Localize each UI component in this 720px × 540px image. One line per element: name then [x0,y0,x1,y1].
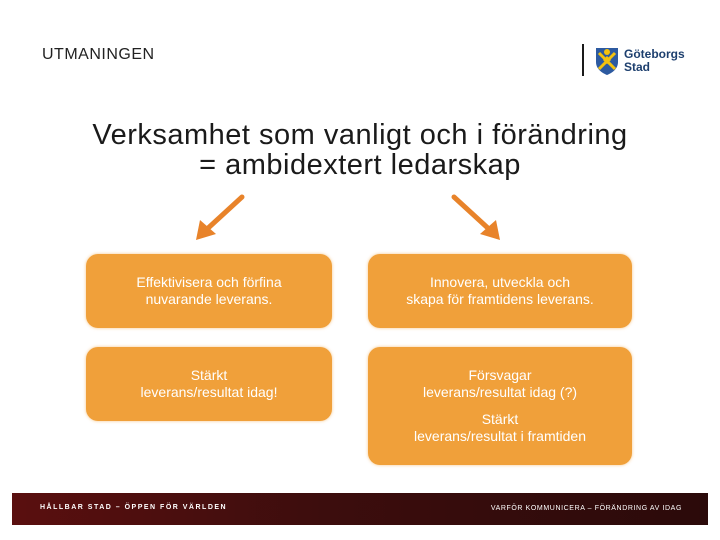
box-efficiency-line2: nuvarande leverans. [145,291,273,307]
logo-text-line1: Göteborgs [624,47,685,61]
footer-bar [12,493,708,525]
arrow-down-left-icon [190,190,250,245]
box-innovation-line1: Innovera, utveckla och [429,274,571,290]
logo-text-line2: Stad [624,60,651,74]
box-efficiency [86,254,332,328]
box-weakened-line1: Försvagar [468,367,532,383]
page-title [0,120,720,180]
box-weakened-today [368,347,632,465]
title-line1: Verksamhet som vanligt och i förändring [92,119,628,151]
box-weakened-line2: leverans/resultat idag (?) [422,384,578,400]
footer-topic: VARFÖR KOMMUNICERA – FÖRÄNDRING AV IDAG [490,505,682,512]
section-label: UTMANINGEN [42,46,155,63]
box-weakened-line4: leverans/resultat i framtiden [414,428,586,444]
goteborgs-stad-logo [594,46,690,78]
goteborg-crest-icon [594,46,620,76]
title-line2: = ambidextert ledarskap [199,149,521,181]
logo-text [624,48,685,74]
box-weakened-line3: Stärkt [481,411,519,427]
footer-slogan: HÅLLBAR STAD – ÖPPEN FÖR VÄRLDEN [40,504,228,511]
arrow-down-right-icon [446,190,506,245]
logo-divider [582,44,584,76]
box-innovation-line2: skapa för framtidens leverans. [406,291,594,307]
box-strengthened-line2: leverans/resultat idag! [140,384,278,400]
box-strengthened-line1: Stärkt [190,367,228,383]
box-strengthened-today [86,347,332,421]
box-innovation [368,254,632,328]
box-efficiency-line1: Effektivisera och förfina [136,274,282,290]
